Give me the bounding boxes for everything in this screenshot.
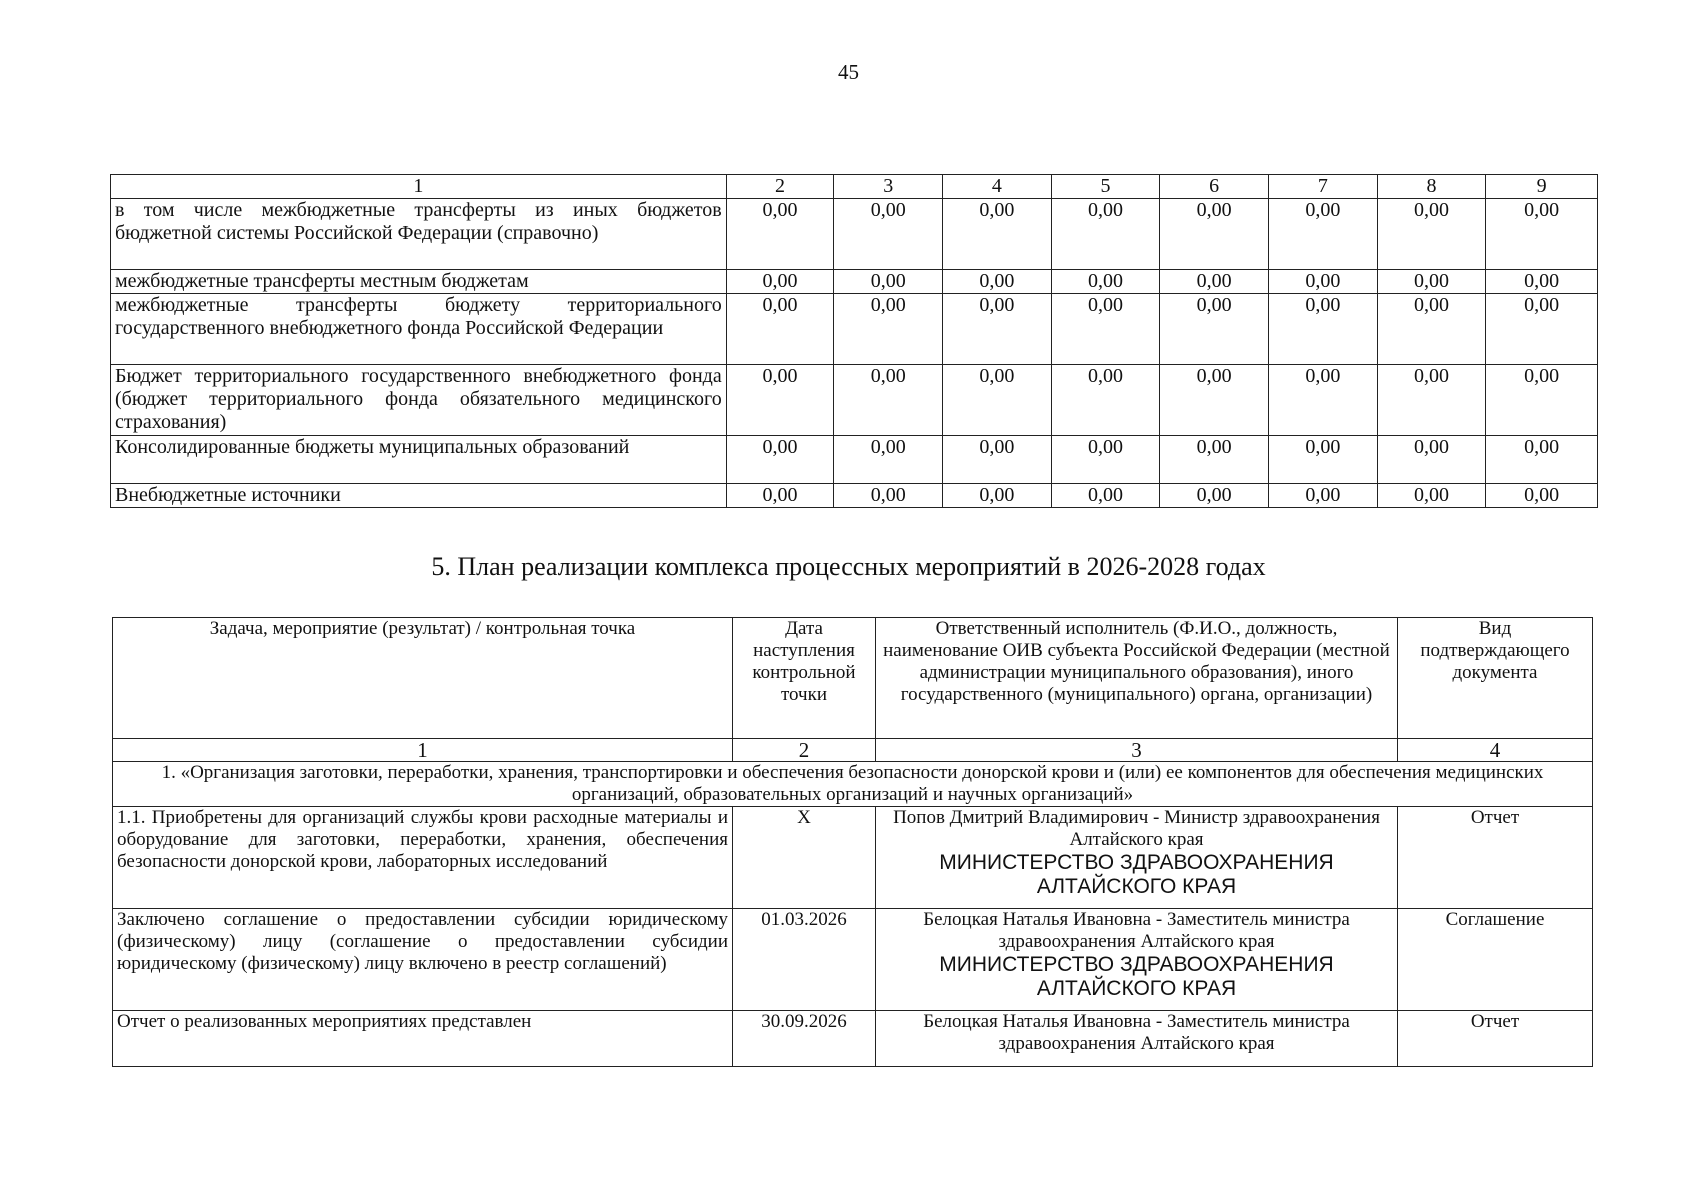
date-cell: 01.03.2026 [733, 909, 876, 1011]
responsible-person: Попов Дмитрий Владимирович - Министр здравоохранения Алтайского края [893, 807, 1380, 850]
row-label: Консолидированные бюджеты муниципальных образований [111, 436, 727, 484]
value-cell: 0,00 [726, 365, 834, 436]
task-cell: Заключено соглашение о предоставлении субсидии юридическому (физическому) лицу (соглашение о предоставлении субсидии юридическому (физическому) лицу включено в реестр соглашений) [113, 909, 733, 1011]
task-cell: 1.1. Приобретены для организаций службы крови расходные материалы и оборудование для заготовки, переработки, хранения, обеспечения безопасности донорской крови, лабораторных исследований [113, 807, 733, 909]
funding-table-header [111, 175, 1598, 199]
value-cell: 0,00 [1268, 484, 1377, 508]
value-cell: 0,00 [943, 199, 1052, 270]
value-cell: 0,00 [1377, 270, 1486, 294]
header-cell: 4 [943, 175, 1052, 199]
value-cell: 0,00 [1051, 294, 1160, 365]
value-cell: 0,00 [943, 484, 1052, 508]
column-number: 2 [733, 739, 876, 762]
document-cell: Отчет [1398, 1011, 1593, 1067]
header-cell: Вид подтверждающего документа [1398, 618, 1593, 739]
value-cell: 0,00 [726, 484, 834, 508]
value-cell: 0,00 [1377, 365, 1486, 436]
row-label: Внебюджетные источники [111, 484, 727, 508]
responsible-cell [876, 807, 1398, 909]
value-cell: 0,00 [1051, 199, 1160, 270]
document-cell: Соглашение [1398, 909, 1593, 1011]
value-cell: 0,00 [1160, 199, 1269, 270]
value-cell: 0,00 [1486, 365, 1598, 436]
value-cell: 0,00 [834, 199, 943, 270]
header-cell: 6 [1160, 175, 1269, 199]
section-row [113, 762, 1593, 807]
value-cell: 0,00 [1377, 199, 1486, 270]
value-cell: 0,00 [1160, 270, 1269, 294]
table-row [111, 484, 1598, 508]
value-cell: 0,00 [943, 436, 1052, 484]
value-cell: 0,00 [726, 294, 834, 365]
plan-table-header [113, 618, 1593, 739]
value-cell: 0,00 [1268, 199, 1377, 270]
value-cell: 0,00 [1160, 484, 1269, 508]
value-cell: 0,00 [1486, 484, 1598, 508]
value-cell: 0,00 [1268, 436, 1377, 484]
header-cell: 1 [111, 175, 727, 199]
value-cell: 0,00 [1486, 294, 1598, 365]
header-cell: 9 [1486, 175, 1598, 199]
value-cell: 0,00 [726, 199, 834, 270]
value-cell: 0,00 [1268, 365, 1377, 436]
responsible-person: Белоцкая Наталья Ивановна - Заместитель министра здравоохранения Алтайского края [923, 909, 1350, 952]
header-cell: Задача, мероприятие (результат) / контрольная точка [113, 618, 733, 739]
page-number: 45 [838, 60, 859, 84]
value-cell: 0,00 [1486, 199, 1598, 270]
responsible-cell [876, 909, 1398, 1011]
section-heading: 1. «Организация заготовки, переработки, хранения, транспортировки и обеспечения безопасности донорской крови и (или) ее компонентов для обеспечения медицинских организаций, образовательных организаций и научных организаций» [113, 762, 1593, 807]
value-cell: 0,00 [1486, 436, 1598, 484]
value-cell: 0,00 [1051, 484, 1160, 508]
column-number: 4 [1398, 739, 1593, 762]
document-cell: Отчет [1398, 807, 1593, 909]
value-cell: 0,00 [1268, 294, 1377, 365]
value-cell: 0,00 [1377, 436, 1486, 484]
responsible-cell [876, 1011, 1398, 1067]
header-cell: 3 [834, 175, 943, 199]
value-cell: 0,00 [1377, 484, 1486, 508]
row-label: межбюджетные трансферты бюджету территориального государственного внебюджетного фонда Российской Федерации [111, 294, 727, 365]
table-row [113, 909, 1593, 1011]
value-cell: 0,00 [726, 270, 834, 294]
responsible-person: Белоцкая Наталья Ивановна - Заместитель министра здравоохранения Алтайского края [923, 1011, 1350, 1054]
header-cell: Ответственный исполнитель (Ф.И.О., должность, наименование ОИВ субъекта Российской Федерации (местной администрации муниципального образования), иного государственного (муниципального) органа, организации) [876, 618, 1398, 739]
value-cell: 0,00 [834, 294, 943, 365]
value-cell: 0,00 [943, 294, 1052, 365]
organization-name: МИНИСТЕРСТВО ЗДРАВООХРАНЕНИЯ АЛТАЙСКОГО КРАЯ [939, 851, 1334, 898]
table-row [113, 807, 1593, 909]
table-row [111, 270, 1598, 294]
table-row [111, 436, 1598, 484]
header-cell: 8 [1377, 175, 1486, 199]
row-label: в том числе межбюджетные трансферты из иных бюджетов бюджетной системы Российской Федерации (справочно) [111, 199, 727, 270]
value-cell: 0,00 [834, 270, 943, 294]
header-cell: 2 [726, 175, 834, 199]
date-cell: 30.09.2026 [733, 1011, 876, 1067]
value-cell: 0,00 [726, 436, 834, 484]
organization-name: МИНИСТЕРСТВО ЗДРАВООХРАНЕНИЯ АЛТАЙСКОГО КРАЯ [939, 953, 1334, 1000]
date-cell: X [733, 807, 876, 909]
table-row [111, 199, 1598, 270]
table-row [111, 294, 1598, 365]
table-row [113, 1011, 1593, 1067]
value-cell: 0,00 [1051, 436, 1160, 484]
section-title: 5. План реализации комплекса процессных мероприятий в 2026-2028 годах [431, 552, 1266, 581]
column-numbers-row [113, 739, 1593, 762]
table-row [111, 365, 1598, 436]
task-cell: Отчет о реализованных мероприятиях представлен [113, 1011, 733, 1067]
value-cell: 0,00 [1160, 294, 1269, 365]
value-cell: 0,00 [943, 270, 1052, 294]
value-cell: 0,00 [1051, 270, 1160, 294]
row-label: межбюджетные трансферты местным бюджетам [111, 270, 727, 294]
value-cell: 0,00 [1268, 270, 1377, 294]
value-cell: 0,00 [1377, 294, 1486, 365]
row-label: Бюджет территориального государственного внебюджетного фонда (бюджет территориального фонда обязательного медицинского страхования) [111, 365, 727, 436]
value-cell: 0,00 [834, 484, 943, 508]
header-cell: Дата наступления контрольной точки [733, 618, 876, 739]
column-number: 3 [876, 739, 1398, 762]
funding-table [110, 174, 1598, 508]
header-cell: 5 [1051, 175, 1160, 199]
value-cell: 0,00 [943, 365, 1052, 436]
value-cell: 0,00 [1160, 365, 1269, 436]
column-number: 1 [113, 739, 733, 762]
value-cell: 0,00 [1486, 270, 1598, 294]
plan-table [112, 617, 1593, 1067]
header-cell: 7 [1268, 175, 1377, 199]
value-cell: 0,00 [1160, 436, 1269, 484]
value-cell: 0,00 [1051, 365, 1160, 436]
value-cell: 0,00 [834, 365, 943, 436]
value-cell: 0,00 [834, 436, 943, 484]
